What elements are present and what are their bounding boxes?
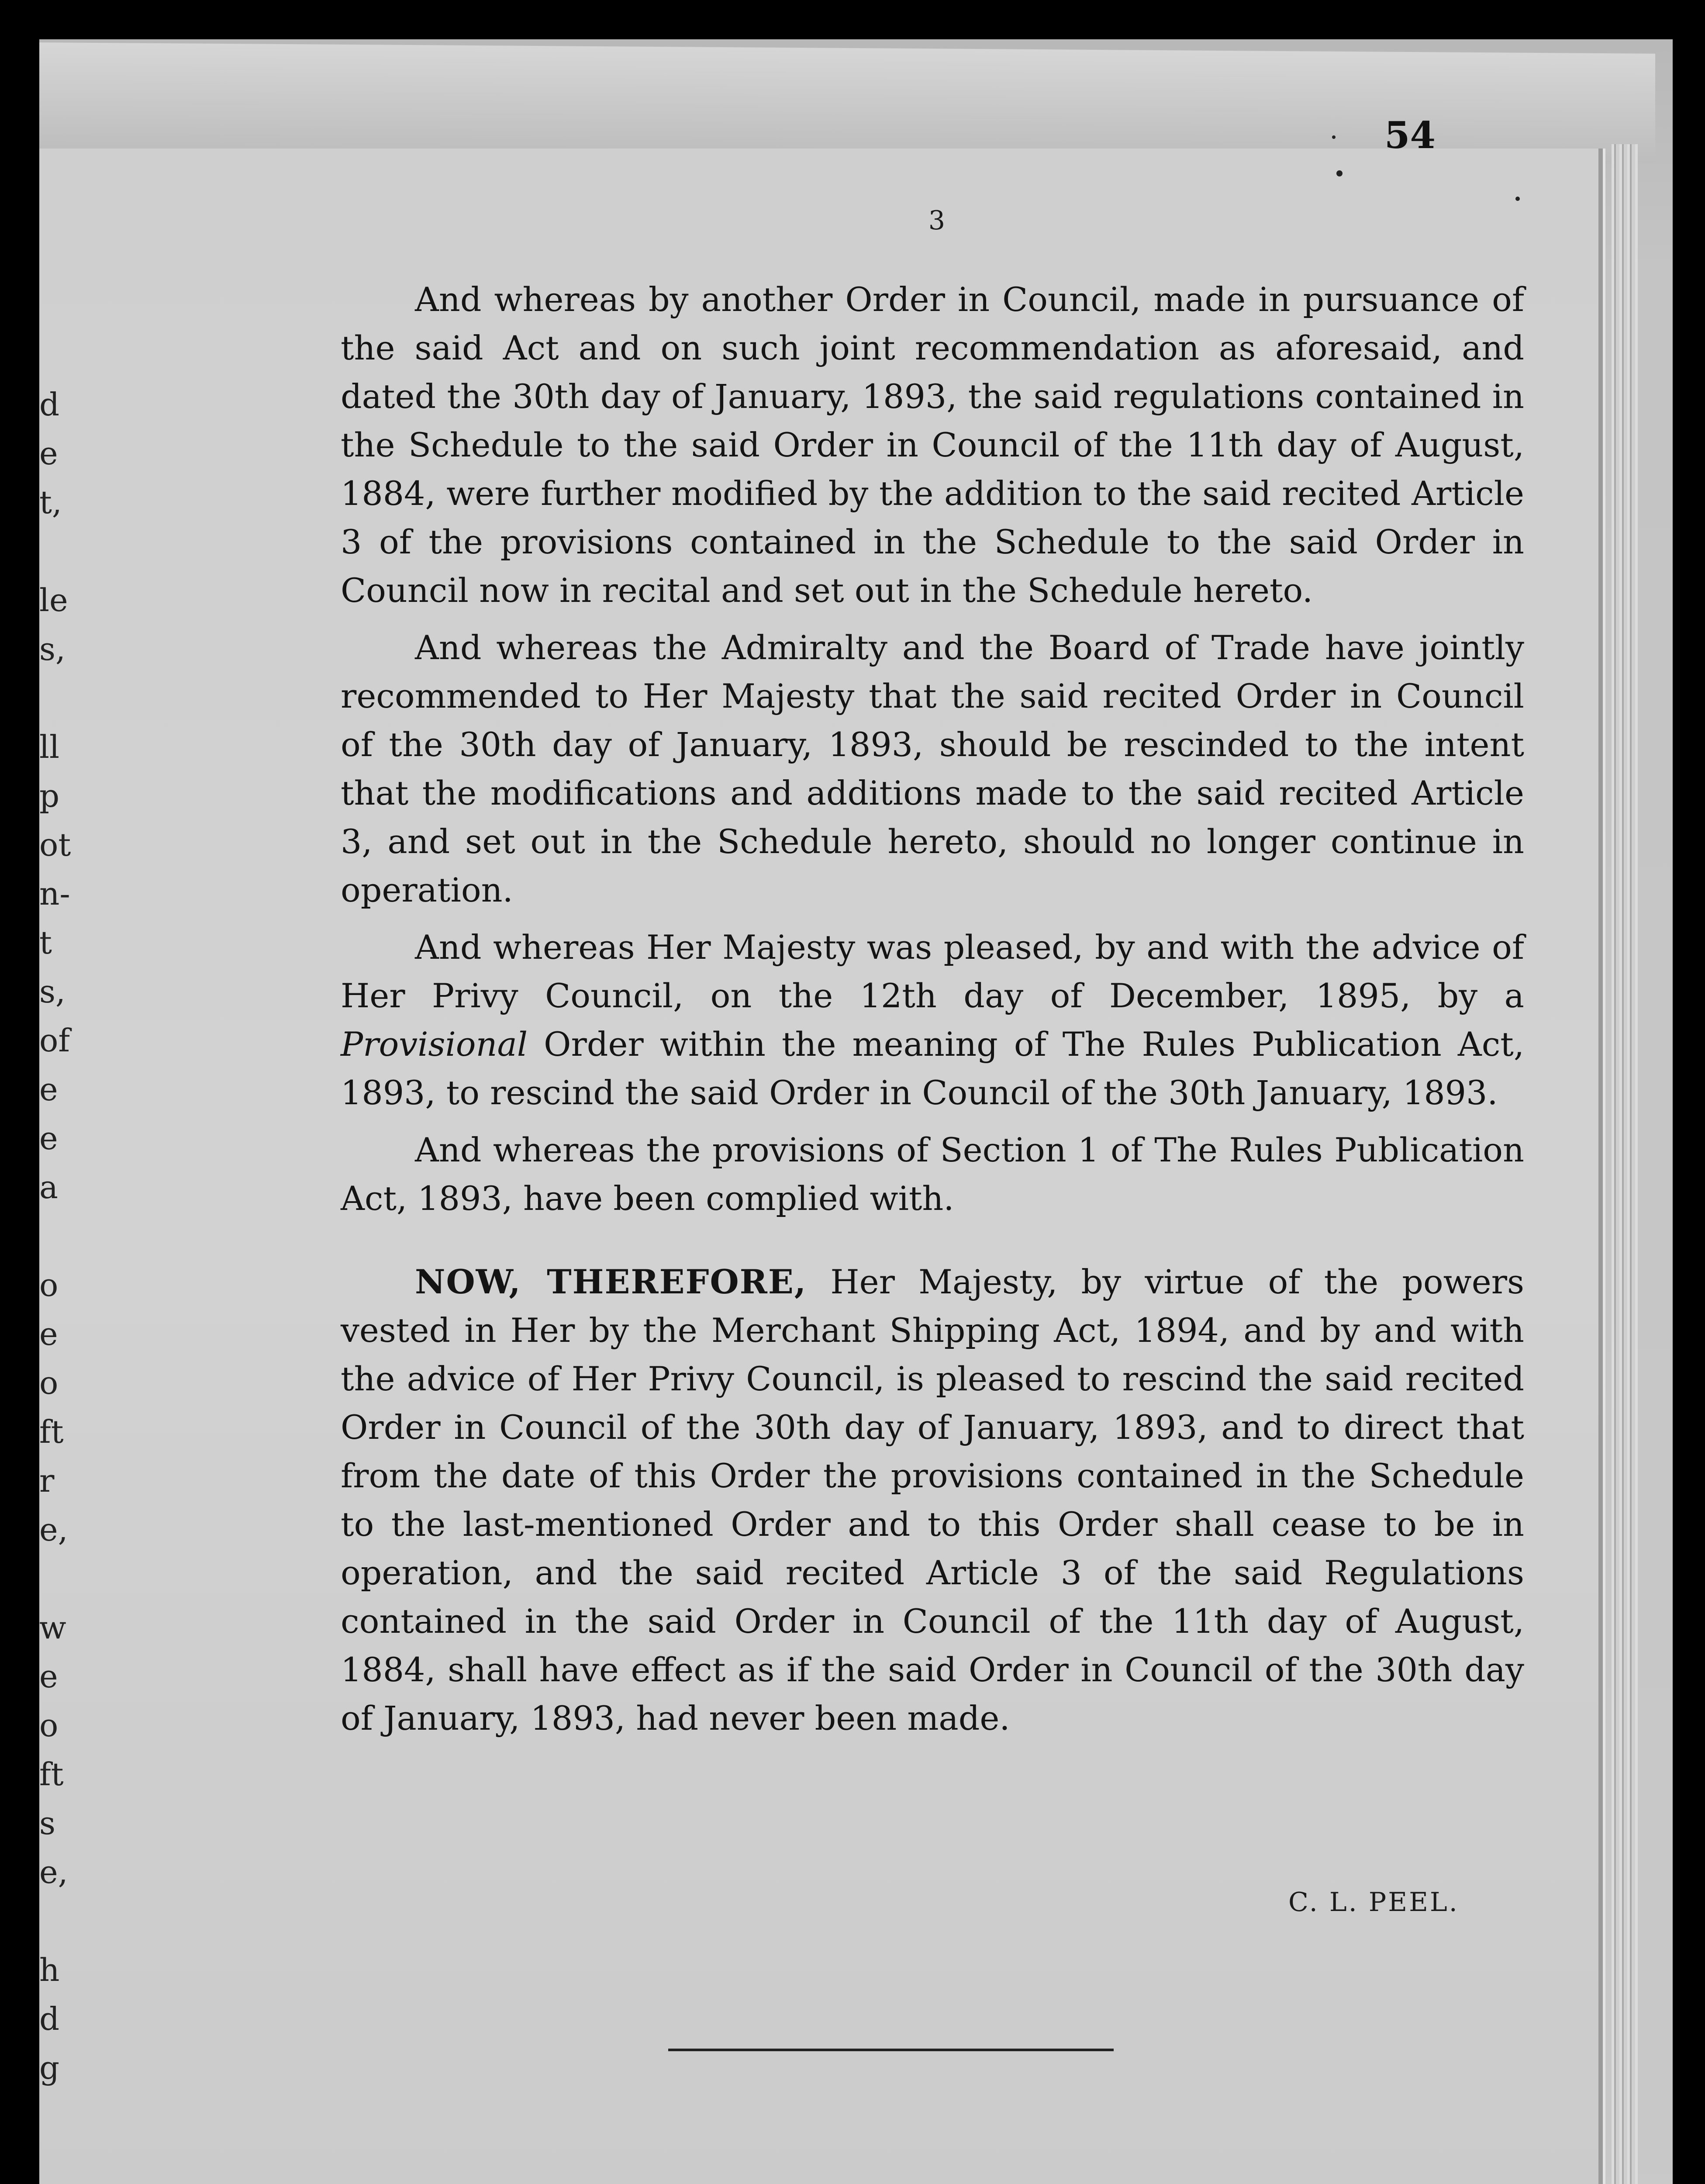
paragraph-3-italic-term: Provisional [341,1025,528,1064]
margin-fragment: ft [39,1756,64,1793]
speck-mark [1332,135,1336,139]
margin-fragment [39,1554,70,1603]
now-therefore-text: Her Majesty, by virtue of the powers vested in Her by the Merchant Shipping Act, 1894, and by and with the advice of Her Privy Council, is pleased to rescind the said recited Order in Council of the 30th day of January, 1893, and to direct that from the date of this Order the provisions contained in the Schedule to the last-mentioned Order and to this Order shall cease to be in operation, and the said recited Article 3 of the said Regulations contained in the said Order in Council of the 11th day of August, 1884, shall have effect as if the said Order in Council of the 30th day of January, 1893, had never been made. [341,1262,1524,1738]
page-number: 3 [928,205,946,236]
margin-fragment: h [39,1952,60,1988]
speck-mark [1336,170,1343,176]
margin-fragment: d [39,2001,60,2037]
paragraph-3-after-italic: Order within the meaning of The Rules Publication Act, 1893, to rescind the said Order in Council of the 30th January, 1893. [341,1025,1524,1112]
margin-fragment: p [39,778,60,814]
margin-fragment: e [39,1120,58,1157]
margin-fragment: w [39,1609,66,1646]
margin-fragment: ft [39,1413,64,1450]
margin-fragment: ll [39,729,60,765]
margin-fragment [39,1212,70,1261]
page-stack-edge [1612,144,1638,2184]
margin-fragment: o [39,1267,59,1303]
paragraph-2: And whereas the Admiralty and the Board of Trade have jointly recommended to Her Majesty that the said recited Order in Council of the 30th day of January, 1893, should be rescinded to the intent that the modifications and additions made to the said recited Article 3, and set out in the Schedule hereto, should no longer continue in operation. [341,628,1524,909]
margin-fragment: n- [39,875,70,912]
margin-fragment: e [39,1316,58,1352]
margin-fragment: s, [39,631,66,667]
signature-line: C. L. PEEL. [1288,1887,1459,1918]
margin-fragment: d [39,386,60,423]
margin-fragment: s, [39,973,66,1010]
margin-fragment: e [39,435,58,472]
order-body-text [341,275,1524,1751]
margin-fragment [39,527,70,576]
paragraph-4: And whereas the provisions of Section 1 of The Rules Publication Act, 1893, have been complied with. [341,1130,1524,1218]
margin-fragment: g [39,2049,60,2086]
margin-fragment: t, [39,484,62,521]
margin-fragment: e, [39,1511,68,1548]
margin-fragment: ot [39,826,71,863]
margin-fragment: e [39,1071,58,1108]
margin-fragment: e, [39,1854,68,1890]
margin-fragment: r [39,1462,55,1499]
closing-rule [668,2049,1114,2051]
margin-fragment: t [39,924,52,961]
paragraph-3 [341,923,1524,1117]
margin-fragment: s [39,1805,55,1842]
margin-fragment: o [39,1365,59,1401]
speck-mark [1515,197,1520,201]
margin-fragment: le [39,582,68,619]
left-margin-fragments [39,380,70,2092]
now-therefore-lead: NOW, THEREFORE, [415,1262,807,1301]
margin-fragment: a [39,1169,58,1206]
paragraph-3-before-italic: And whereas Her Majesty was pleased, by and with the advice of Her Privy Council, on the 12th day of December, 1895, by a [341,928,1524,1015]
archive-stamp-number: 54 [1384,114,1436,157]
microfilm-frame [39,39,1673,2184]
margin-fragment [39,674,70,722]
margin-fragment [39,1897,70,1946]
margin-fragment: e [39,1658,58,1695]
margin-fragment: of [39,1022,70,1059]
paragraph-1: And whereas by another Order in Council, made in pursuance of the said Act and on such joint recommendation as aforesaid, and dated the 30th day of January, 1893, the said regulations contained in the Schedule to the said Order in Council of the 11th day of August, 1884, were further modified by the addition to the said recited Article 3 of the provisions contained in the Schedule to the said Order in Council now in recital and set out in the Schedule hereto. [341,280,1524,610]
now-therefore-paragraph [341,1258,1524,1742]
margin-fragment: o [39,1707,59,1744]
